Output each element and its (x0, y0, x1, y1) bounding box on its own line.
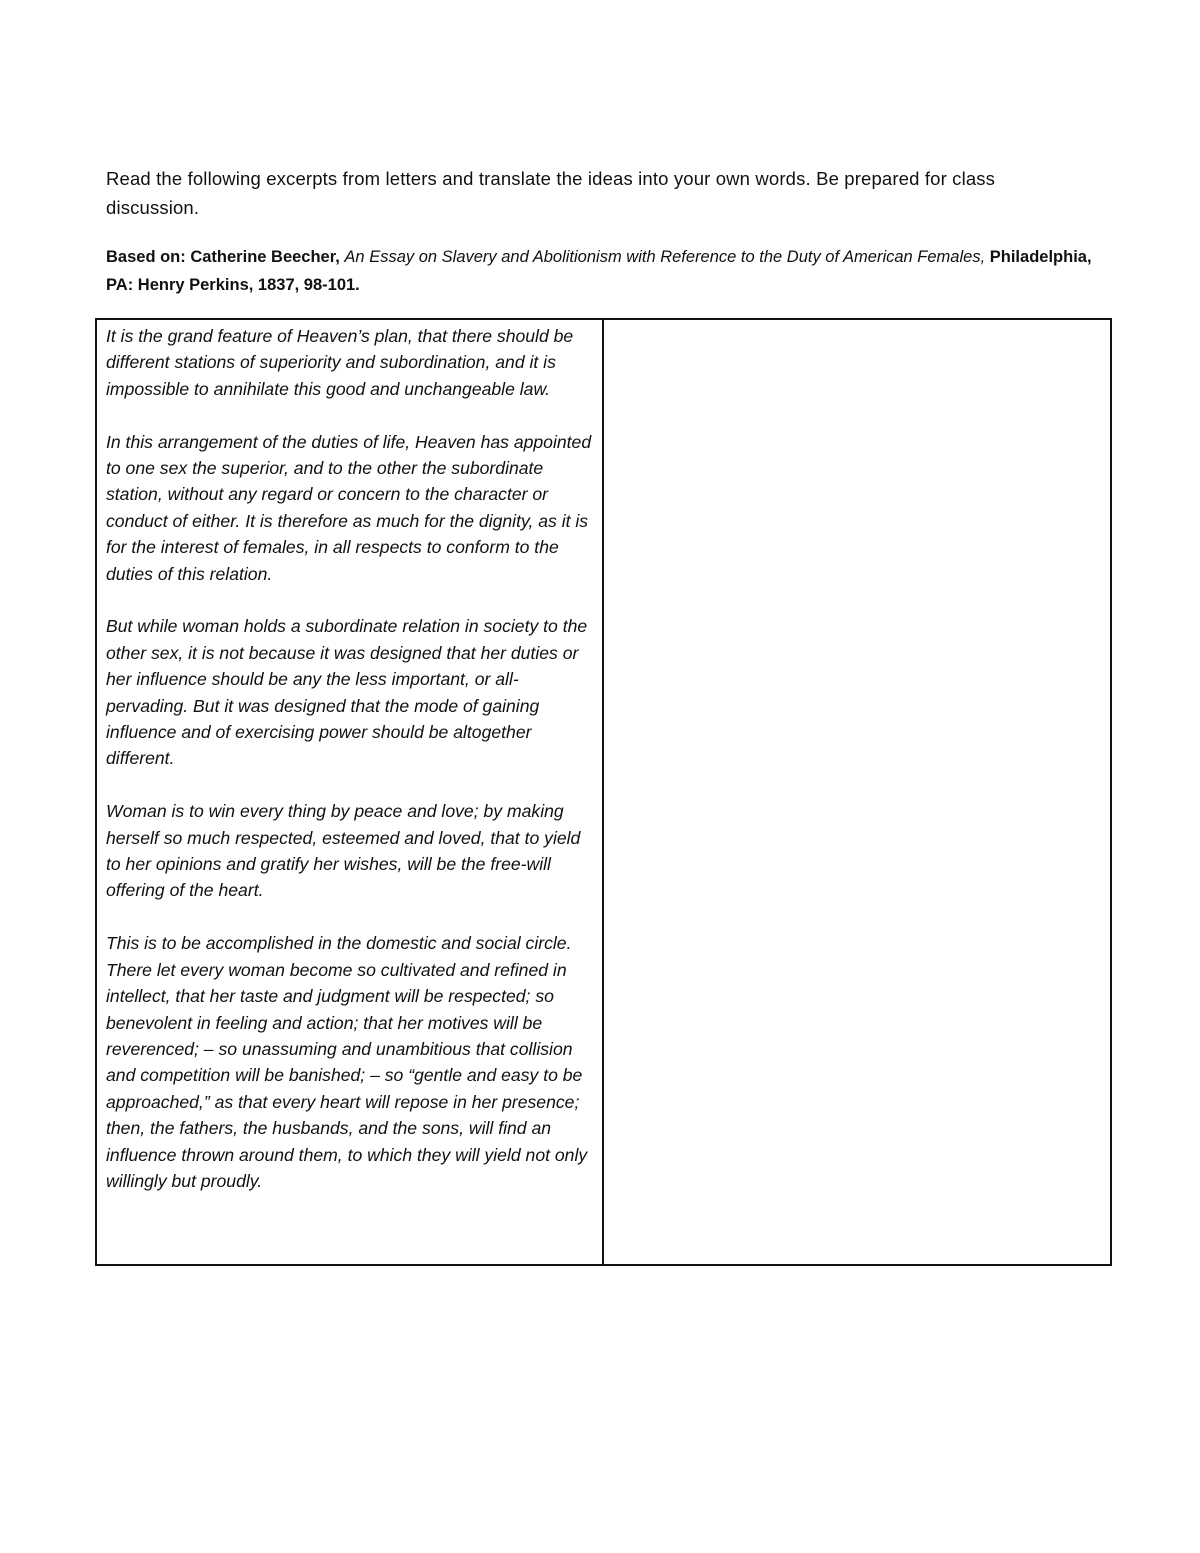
excerpt-paragraph-2: In this arrangement of the duties of life, Heaven has appointed to one sex the superior, and to the other the subordinate station, without any regard or concern to the character or conduct of either. It is therefore as much for the dignity, as it is for the interest of females, in all respects to conform to the duties of this relation. (106, 431, 592, 584)
citation (106, 243, 1096, 299)
citation-prefix: Based on: Catherine Beecher, (106, 248, 340, 266)
excerpt-cell (96, 319, 603, 1265)
translation-answer-cell[interactable] (603, 319, 1111, 1265)
excerpt-paragraph-3: But while woman holds a subordinate relation in society to the other sex, it is not because it was designed that her duties or her influence should be any the less important, or all-pervading. But it was designed that the mode of gaining influence and of exercising power should be altogether different. (106, 616, 588, 769)
instructions-text: Read the following excerpts from letters and translate the ideas into your own words. Be prepared for class discussion. (106, 168, 996, 218)
excerpt-table (95, 318, 1112, 1266)
citation-title: An Essay on Slavery and Abolitionism with Reference to the Duty of American Females, (344, 248, 986, 266)
excerpt-paragraph-1: It is the grand feature of Heaven’s plan, that there should be different stations of superiority and subordination, and it is impossible to annihilate this good and unchangeable law. (106, 326, 574, 399)
excerpt-paragraph-5: This is to be accomplished in the domestic and social circle. There let every woman become so cultivated and refined in intellect, that her taste and judgment will be respected; so benevolent in feeling and action; that her motives will be reverenced; – so unassuming and unambitious that collision and competition will be banished; – so “gentle and easy to be approached,” as that every heart will repose in her presence; then, the fathers, the husbands, and the sons, will find an influence thrown around them, to which they will yield not only willingly but proudly. (106, 933, 588, 1191)
table-row (96, 319, 1111, 1265)
citation-publication: Philadelphia, PA: Henry Perkins, 1837, 98-101. (106, 248, 1092, 294)
excerpt-paragraph-4: Woman is to win every thing by peace and love; by making herself so much respected, esteemed and loved, that to yield to her opinions and gratify her wishes, will be the free-will offering of the heart. (106, 801, 581, 901)
excerpt-list (97, 320, 602, 1194)
